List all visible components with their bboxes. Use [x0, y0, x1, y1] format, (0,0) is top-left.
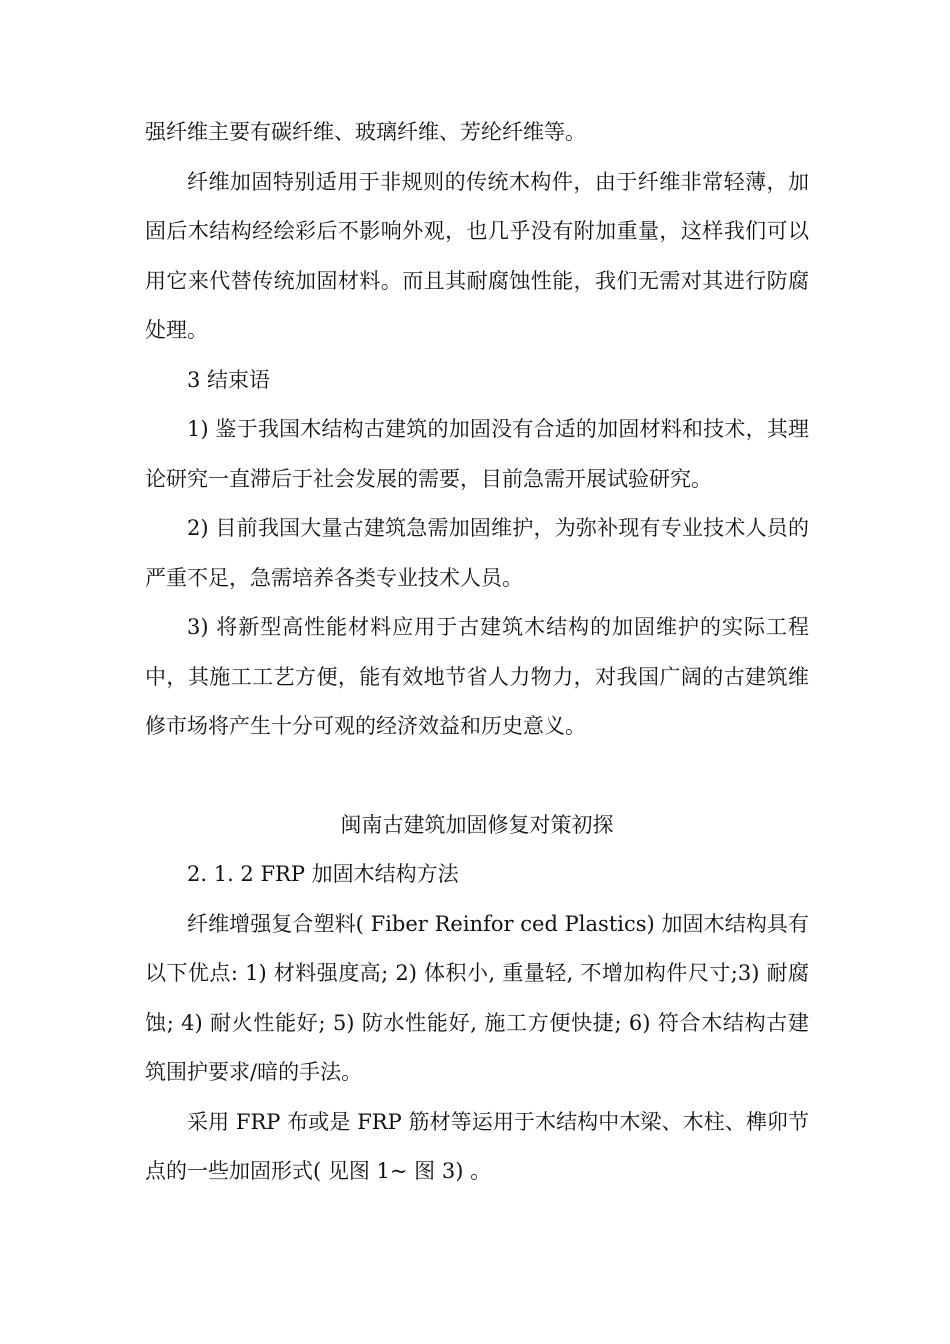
document-page	[145, 108, 809, 1197]
paragraph-conclusion-2: 2) 目前我国大量古建筑急需加固维护，为弥补现有专业技术人员的严重不足，急需培养各类专业技术人员。	[145, 516, 809, 590]
section-heading-conclusion: 3 结束语	[187, 367, 271, 392]
document-title: 闽南古建筑加固修复对策初探	[340, 812, 614, 837]
paragraph-fiber-reinforcement: 纤维加固特别适用于非规则的传统木构件，由于纤维非常轻薄，加固后木结构经绘彩后不影响外观，也几乎没有附加重量，这样我们可以用它来代替传统加固材料。而且其耐腐蚀性能，我们无需对其进行防腐处理。	[145, 169, 809, 342]
paragraph-conclusion-1: 1) 鉴于我国木结构古建筑的加固没有合适的加固材料和技术，其理论研究一直滞后于社会发展的需要，目前急需开展试验研究。	[145, 417, 809, 491]
section-heading-frp-method: 2. 1. 2 FRP 加固木结构方法	[187, 862, 459, 886]
paragraph-fiber-types: 强纤维主要有碳纤维、玻璃纤维、芳纶纤维等。	[145, 120, 586, 144]
paragraph-conclusion-3: 3) 将新型高性能材料应用于古建筑木结构的加固维护的实际工程中，其施工工艺方便，能有效地节省人力物力，对我国广阔的古建筑维修市场将产生十分可观的经济效益和历史意义。	[145, 615, 809, 738]
paragraph-frp-advantages: 纤维增强复合塑料( Fiber Reinfor ced Plastics) 加固木结构具有以下优点: 1) 材料强度高; 2) 体积小, 重量轻, 不增加构件尺寸;3) 耐腐蚀; 4) 耐火性能好; 5) 防水性能好, 施工方便快捷; 6) 符合木结构古建筑围护要求/暗的手法。	[145, 911, 809, 1084]
paragraph-frp-application: 采用 FRP 布或是 FRP 筋材等运用于木结构中木梁、木柱、榫卯节点的一些加固形式( 见图 1~ 图 3) 。	[145, 1109, 809, 1183]
section-gap	[145, 752, 809, 801]
